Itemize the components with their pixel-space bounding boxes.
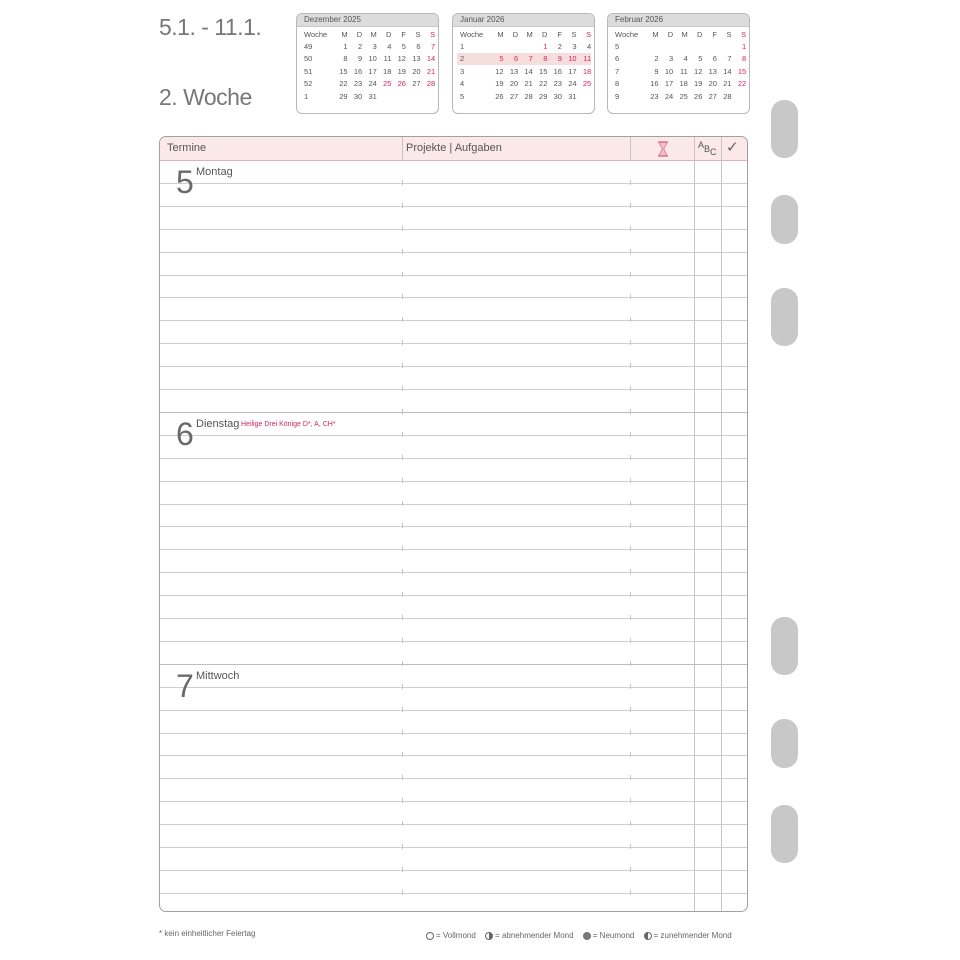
mini-calendar-day: 14 bbox=[723, 66, 732, 76]
mini-calendar-week-number: 9 bbox=[615, 91, 620, 101]
mini-calendar-day: 9 bbox=[358, 54, 363, 64]
mini-calendar-col-header: S bbox=[726, 29, 732, 39]
day-name: Montag bbox=[196, 166, 233, 178]
grid-tick bbox=[630, 409, 631, 414]
mini-calendar-day: 14 bbox=[524, 66, 533, 76]
mini-calendar-week-number: 5 bbox=[615, 42, 620, 52]
tab-4[interactable] bbox=[771, 617, 798, 675]
mini-calendar-col-header: M bbox=[526, 29, 533, 39]
grid-tick bbox=[402, 867, 403, 872]
grid-tick bbox=[630, 478, 631, 483]
mini-calendar-col-header: M bbox=[497, 29, 504, 39]
mini-calendar-day: 22 bbox=[339, 79, 348, 89]
grid-row-line bbox=[160, 206, 748, 207]
mini-calendar-day: 9 bbox=[654, 66, 659, 76]
mini-calendar-col-header: D bbox=[667, 29, 674, 39]
column-divider bbox=[402, 137, 403, 160]
mini-calendar-day: 11 bbox=[577, 53, 592, 65]
mini-calendar bbox=[607, 13, 750, 114]
mini-calendar-day: 3 bbox=[669, 54, 674, 64]
mini-calendar-day bbox=[702, 40, 717, 52]
mini-calendar-day: 28 bbox=[524, 91, 533, 101]
grid-tick bbox=[402, 684, 403, 689]
mini-calendar-day: 3 bbox=[372, 42, 377, 52]
mini-calendar-day: 19 bbox=[397, 66, 406, 76]
footnote: * kein einheitlicher Feiertag bbox=[159, 929, 256, 938]
mini-calendar-day: 24 bbox=[568, 79, 577, 89]
grid-tick bbox=[402, 569, 403, 574]
mini-calendar-col-header: F bbox=[557, 29, 562, 39]
mini-calendar-week-number: 50 bbox=[304, 54, 313, 64]
grid-tick bbox=[630, 386, 631, 391]
mini-calendar-week-row bbox=[301, 53, 435, 65]
grid-row-line bbox=[160, 870, 748, 871]
tab-1[interactable] bbox=[771, 100, 798, 158]
mini-calendar-day bbox=[518, 40, 533, 52]
grid-tick bbox=[630, 730, 631, 735]
grid-row-line bbox=[160, 366, 748, 367]
grid-tick bbox=[630, 226, 631, 231]
grid-tick bbox=[402, 501, 403, 506]
grid-tick bbox=[402, 340, 403, 345]
mini-calendar-col-header: S bbox=[430, 29, 436, 39]
mini-calendar-week-row bbox=[612, 53, 746, 65]
grid-tick bbox=[402, 180, 403, 185]
mini-calendar-day bbox=[644, 40, 659, 52]
grid-row-line bbox=[160, 183, 748, 184]
mini-calendar-week-number: 49 bbox=[304, 42, 313, 52]
grid-row-line bbox=[160, 664, 748, 665]
grid-row-line bbox=[160, 641, 748, 642]
mini-calendar-week-number: 1 bbox=[460, 42, 465, 52]
mini-calendar-day: 20 bbox=[412, 66, 421, 76]
mini-calendar-day bbox=[732, 90, 747, 102]
mini-calendar-day: 19 bbox=[495, 79, 504, 89]
mini-calendar-day: 18 bbox=[582, 66, 592, 76]
mini-calendar-week-number: 2 bbox=[457, 53, 489, 65]
tab-6[interactable] bbox=[771, 805, 798, 863]
mini-calendar-day: 23 bbox=[650, 91, 659, 101]
mini-calendar-day bbox=[391, 90, 406, 102]
grid-tick bbox=[630, 317, 631, 322]
mini-calendar-day: 7 bbox=[518, 53, 533, 65]
mini-calendar-day: 27 bbox=[708, 91, 717, 101]
mini-calendar-day: 1 bbox=[543, 42, 548, 52]
mini-calendar-day bbox=[659, 40, 674, 52]
column-divider bbox=[721, 137, 722, 912]
grid-row-line bbox=[160, 435, 748, 436]
mini-calendar-day: 12 bbox=[694, 66, 703, 76]
mini-calendar-day: 15 bbox=[737, 66, 747, 76]
mini-calendar-day: 15 bbox=[539, 66, 548, 76]
date-range: 5.1. - 11.1. bbox=[159, 14, 262, 40]
mini-calendar-week-row bbox=[457, 78, 591, 90]
column-divider bbox=[630, 137, 631, 160]
mini-calendar-day: 13 bbox=[412, 54, 421, 64]
mini-calendar-week-row bbox=[457, 40, 591, 52]
mini-calendar-day: 30 bbox=[353, 91, 363, 101]
mini-calendar-day: 10 bbox=[562, 53, 577, 65]
mini-calendar-week-number: 4 bbox=[460, 79, 465, 89]
mini-calendar-week-row bbox=[612, 90, 746, 102]
mini-calendar-day: 7 bbox=[430, 42, 436, 52]
grid-tick bbox=[630, 890, 631, 895]
grid-tick bbox=[402, 661, 403, 666]
mini-calendar-day: 4 bbox=[387, 42, 392, 52]
grid-tick bbox=[630, 455, 631, 460]
mini-calendar-week-number: 51 bbox=[304, 66, 313, 76]
column-termine: Termine bbox=[167, 142, 207, 154]
grid-tick bbox=[402, 638, 403, 643]
mini-calendar-day: 17 bbox=[368, 66, 377, 76]
grid-tick bbox=[402, 249, 403, 254]
mini-calendar-day: 3 bbox=[572, 42, 577, 52]
grid-row-line bbox=[160, 549, 748, 550]
grid-tick bbox=[402, 546, 403, 551]
mini-calendar-day: 21 bbox=[524, 79, 533, 89]
column-divider bbox=[694, 137, 695, 912]
mini-calendar-week-row bbox=[301, 40, 435, 52]
waxing-moon-icon bbox=[644, 932, 652, 940]
legend-new-moon: = Neumond bbox=[592, 931, 635, 940]
grid-tick bbox=[402, 272, 403, 277]
mini-calendar-col-header: M bbox=[341, 29, 348, 39]
grid-row-line bbox=[160, 343, 748, 344]
grid-tick bbox=[630, 340, 631, 345]
mini-calendar-day: 2 bbox=[654, 54, 659, 64]
day-name: Dienstag bbox=[196, 418, 240, 430]
mini-calendar-day: 25 bbox=[679, 91, 688, 101]
grid-row-line bbox=[160, 687, 748, 688]
mini-calendar-col-header: D bbox=[541, 29, 548, 39]
grid-tick bbox=[630, 203, 631, 208]
day-number: 5 bbox=[176, 164, 194, 200]
mini-calendar-day: 24 bbox=[664, 91, 674, 101]
mini-calendar-day: 13 bbox=[509, 66, 519, 76]
mini-calendar-day: 5 bbox=[401, 42, 406, 52]
day-number: 6 bbox=[176, 416, 194, 452]
grid-tick bbox=[630, 615, 631, 620]
mini-calendar-day: 6 bbox=[504, 53, 519, 65]
grid-row-line bbox=[160, 389, 748, 390]
waning-moon-icon bbox=[485, 932, 493, 940]
grid-tick bbox=[402, 478, 403, 483]
legend-waxing-moon: = zunehmender Mond bbox=[653, 931, 732, 940]
grid-row-line bbox=[160, 229, 748, 230]
mini-calendar-day: 13 bbox=[708, 66, 717, 76]
mini-calendar-week-row bbox=[457, 90, 591, 102]
mini-calendar-col-header: M bbox=[681, 29, 688, 39]
grid-tick bbox=[402, 890, 403, 895]
holiday-label: Heilige Drei Könige D*, A, CH* bbox=[241, 421, 336, 428]
grid-row-line bbox=[160, 458, 748, 459]
week-planner-grid bbox=[159, 136, 748, 912]
mini-calendar-day: 26 bbox=[495, 91, 504, 101]
moon-legend bbox=[426, 931, 732, 940]
grid-tick bbox=[630, 523, 631, 528]
grid-tick bbox=[402, 844, 403, 849]
grid-row-line bbox=[160, 275, 748, 276]
grid-row-line bbox=[160, 755, 748, 756]
grid-tick bbox=[402, 226, 403, 231]
grid-row-line bbox=[160, 297, 748, 298]
mini-calendar-day: 14 bbox=[426, 54, 436, 64]
grid-tick bbox=[402, 203, 403, 208]
mini-calendar-day: 10 bbox=[664, 66, 674, 76]
mini-calendar-day: 8 bbox=[741, 54, 747, 64]
mini-calendar-col-header: S bbox=[415, 29, 421, 39]
mini-calendar-week-row bbox=[301, 65, 435, 77]
grid-tick bbox=[630, 844, 631, 849]
mini-calendar-col-header: D bbox=[356, 29, 363, 39]
grid-tick bbox=[630, 569, 631, 574]
grid-tick bbox=[630, 272, 631, 277]
mini-calendar-day bbox=[421, 90, 436, 102]
grid-header bbox=[160, 137, 748, 161]
mini-calendar-day: 5 bbox=[698, 54, 703, 64]
grid-tick bbox=[402, 294, 403, 299]
grid-tick bbox=[630, 432, 631, 437]
mini-calendar-day: 4 bbox=[683, 54, 688, 64]
mini-calendar-week-row bbox=[612, 65, 746, 77]
grid-tick bbox=[402, 730, 403, 735]
grid-tick bbox=[630, 867, 631, 872]
grid-tick bbox=[630, 294, 631, 299]
grid-tick bbox=[402, 386, 403, 391]
grid-row-line bbox=[160, 504, 748, 505]
tab-5[interactable] bbox=[771, 719, 798, 768]
mini-calendar-day bbox=[717, 40, 732, 52]
grid-tick bbox=[630, 180, 631, 185]
mini-calendar bbox=[296, 13, 439, 114]
mini-calendar-week-number: 6 bbox=[615, 54, 620, 64]
grid-row-line bbox=[160, 778, 748, 779]
grid-tick bbox=[402, 455, 403, 460]
mini-calendar-day: 6 bbox=[712, 54, 717, 64]
grid-tick bbox=[630, 707, 631, 712]
mini-calendar-day: 11 bbox=[383, 54, 392, 64]
mini-calendar-day: 12 bbox=[397, 54, 406, 64]
mini-calendar-day: 16 bbox=[353, 66, 363, 76]
grid-tick bbox=[402, 798, 403, 803]
column-projekte-aufgaben: Projekte | Aufgaben bbox=[406, 142, 502, 154]
grid-tick bbox=[402, 363, 403, 368]
mini-calendar-day: 22 bbox=[539, 79, 548, 89]
mini-calendar-day: 28 bbox=[723, 91, 732, 101]
mini-calendar-day: 11 bbox=[679, 66, 688, 76]
mini-calendar-day: 8 bbox=[343, 54, 348, 64]
mini-calendar-week-row bbox=[457, 53, 591, 65]
mini-calendar-day bbox=[406, 90, 421, 102]
grid-tick bbox=[402, 523, 403, 528]
grid-tick bbox=[402, 752, 403, 757]
mini-calendar-day: 2 bbox=[358, 42, 363, 52]
mini-calendar-col-header: F bbox=[712, 29, 717, 39]
grid-tick bbox=[630, 821, 631, 826]
grid-row-line bbox=[160, 572, 748, 573]
mini-calendar-day: 6 bbox=[416, 42, 421, 52]
mini-calendar-day: 20 bbox=[509, 79, 519, 89]
grid-tick bbox=[630, 661, 631, 666]
grid-tick bbox=[630, 592, 631, 597]
abc-icon: ABC bbox=[698, 140, 717, 157]
grid-tick bbox=[630, 775, 631, 780]
grid-tick bbox=[402, 615, 403, 620]
grid-tick bbox=[630, 363, 631, 368]
mini-calendar-day: 28 bbox=[426, 79, 436, 89]
mini-calendar-day: 31 bbox=[368, 91, 377, 101]
mini-calendar-day: 19 bbox=[694, 79, 703, 89]
mini-calendar-day bbox=[577, 90, 592, 102]
mini-calendar-day: 9 bbox=[547, 53, 562, 65]
mini-calendar-day: 2 bbox=[557, 42, 562, 52]
mini-calendar-title: Dezember 2025 bbox=[297, 14, 438, 27]
mini-calendar-col-header: D bbox=[696, 29, 703, 39]
grid-tick bbox=[630, 638, 631, 643]
tab-2[interactable] bbox=[771, 195, 798, 244]
mini-calendar-week-number: 1 bbox=[304, 91, 309, 101]
grid-row-line bbox=[160, 595, 748, 596]
grid-tick bbox=[630, 546, 631, 551]
mini-calendar-day: 1 bbox=[741, 42, 747, 52]
grid-tick bbox=[402, 432, 403, 437]
mini-calendar-week-row bbox=[612, 40, 746, 52]
mini-calendar-col-header: S bbox=[586, 29, 592, 39]
grid-row-line bbox=[160, 733, 748, 734]
mini-calendar-day: 7 bbox=[727, 54, 732, 64]
hourglass-icon bbox=[656, 141, 670, 157]
grid-tick bbox=[402, 775, 403, 780]
grid-tick bbox=[630, 249, 631, 254]
mini-calendar-day bbox=[489, 40, 504, 52]
mini-calendar-week-number: 3 bbox=[460, 66, 465, 76]
mini-calendar-day: 27 bbox=[412, 79, 421, 89]
grid-tick bbox=[402, 592, 403, 597]
mini-calendar-title: Februar 2026 bbox=[608, 14, 749, 27]
grid-row-line bbox=[160, 412, 748, 413]
grid-tick bbox=[402, 409, 403, 414]
mini-calendar-day: 16 bbox=[650, 79, 659, 89]
grid-tick bbox=[630, 752, 631, 757]
grid-tick bbox=[630, 501, 631, 506]
mini-calendar-day: 25 bbox=[582, 79, 592, 89]
mini-calendar-day: 5 bbox=[489, 53, 504, 65]
mini-calendar-col-header: S bbox=[571, 29, 577, 39]
mini-calendar-day: 26 bbox=[397, 79, 406, 89]
mini-calendar-day: 29 bbox=[539, 91, 548, 101]
grid-row-line bbox=[160, 481, 748, 482]
mini-calendar-week-number: 8 bbox=[615, 79, 620, 89]
mini-calendar-day: 18 bbox=[383, 66, 392, 76]
day-number: 7 bbox=[176, 668, 194, 704]
mini-calendar-week-row bbox=[301, 90, 435, 102]
day-name: Mittwoch bbox=[196, 670, 240, 682]
grid-row-line bbox=[160, 824, 748, 825]
mini-calendar-col-header: F bbox=[401, 29, 406, 39]
mini-calendar-day: 21 bbox=[723, 79, 732, 89]
grid-row-line bbox=[160, 526, 748, 527]
mini-calendar-day bbox=[673, 40, 688, 52]
legend-full-moon: = Vollmond bbox=[436, 931, 476, 940]
legend-waning-moon: = abnehmender Mond bbox=[495, 931, 574, 940]
mini-calendar-col-header: S bbox=[741, 29, 747, 39]
grid-row-line bbox=[160, 320, 748, 321]
mini-calendar-day: 8 bbox=[533, 53, 548, 65]
mini-calendar-day: 20 bbox=[708, 79, 717, 89]
grid-tick bbox=[402, 707, 403, 712]
mini-calendar-day: 27 bbox=[509, 91, 519, 101]
grid-row-line bbox=[160, 801, 748, 802]
mini-calendar-col-header: Woche bbox=[615, 29, 639, 39]
mini-calendar-day: 22 bbox=[737, 79, 747, 89]
mini-calendar-col-header: M bbox=[652, 29, 659, 39]
grid-row-line bbox=[160, 618, 748, 619]
mini-calendar-col-header: Woche bbox=[304, 29, 328, 39]
mini-calendar-day bbox=[377, 90, 392, 102]
mini-calendar-col-header: M bbox=[370, 29, 377, 39]
mini-calendar-col-header: D bbox=[385, 29, 392, 39]
new-moon-icon bbox=[583, 932, 591, 940]
mini-calendar-day: 24 bbox=[368, 79, 377, 89]
grid-tick bbox=[402, 821, 403, 826]
mini-calendar-day: 18 bbox=[679, 79, 688, 89]
mini-calendar-day bbox=[688, 40, 703, 52]
mini-calendar-day: 1 bbox=[343, 42, 348, 52]
mini-calendar-week-row bbox=[301, 78, 435, 90]
week-label: 2. Woche bbox=[159, 84, 252, 110]
mini-calendar-day: 10 bbox=[368, 54, 377, 64]
mini-calendar-day: 30 bbox=[553, 91, 562, 101]
grid-row-line bbox=[160, 847, 748, 848]
mini-calendar-day: 21 bbox=[426, 66, 436, 76]
mini-calendar-day: 16 bbox=[553, 66, 562, 76]
mini-calendar-day: 23 bbox=[353, 79, 363, 89]
mini-calendar-week-row bbox=[457, 65, 591, 77]
mini-calendar-day: 15 bbox=[339, 66, 348, 76]
tab-3[interactable] bbox=[771, 288, 798, 346]
mini-calendar-title: Januar 2026 bbox=[453, 14, 594, 27]
mini-calendar-day: 31 bbox=[568, 91, 577, 101]
mini-calendar-week-number: 7 bbox=[615, 66, 620, 76]
mini-calendar-day: 25 bbox=[383, 79, 392, 89]
grid-row-line bbox=[160, 252, 748, 253]
mini-calendar-week-row bbox=[612, 78, 746, 90]
check-icon: ✓ bbox=[726, 139, 739, 156]
mini-calendar-day: 23 bbox=[553, 79, 562, 89]
mini-calendar-day: 26 bbox=[694, 91, 703, 101]
full-moon-icon bbox=[426, 932, 434, 940]
grid-tick bbox=[402, 317, 403, 322]
grid-row-line bbox=[160, 893, 748, 894]
mini-calendar-col-header: D bbox=[512, 29, 519, 39]
mini-calendar-col-header: Woche bbox=[460, 29, 484, 39]
mini-calendar-day bbox=[504, 40, 519, 52]
mini-calendar-day: 17 bbox=[664, 79, 674, 89]
mini-calendar bbox=[452, 13, 595, 114]
mini-calendar-week-number: 5 bbox=[460, 91, 465, 101]
mini-calendar-day: 4 bbox=[586, 42, 592, 52]
mini-calendar-day: 12 bbox=[495, 66, 504, 76]
mini-calendar-week-number: 52 bbox=[304, 79, 313, 89]
grid-tick bbox=[630, 684, 631, 689]
grid-row-line bbox=[160, 710, 748, 711]
mini-calendar-day: 17 bbox=[568, 66, 577, 76]
grid-tick bbox=[630, 798, 631, 803]
mini-calendar-day: 29 bbox=[339, 91, 348, 101]
